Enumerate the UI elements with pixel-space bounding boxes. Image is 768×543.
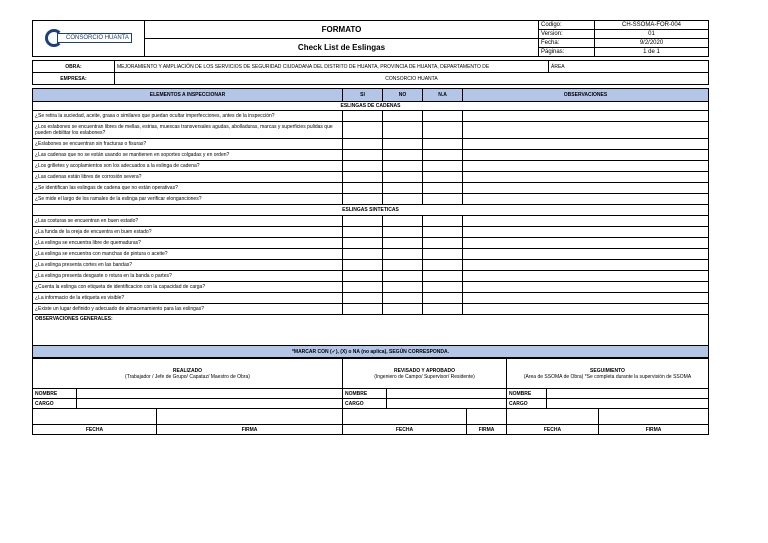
checklist-row	[33, 249, 709, 260]
question-text: ¿La eslinga se encuentra con manchas de pintura o aceite?	[33, 249, 343, 260]
checklist-table	[32, 88, 709, 358]
na-checkbox[interactable]	[423, 249, 463, 260]
no-checkbox[interactable]	[383, 161, 423, 172]
realizado-fecha-label: FECHA	[33, 425, 157, 435]
question-text: ¿Los grilletes y acoplamientos son los adecuados a la eslinga de cadena?	[33, 161, 343, 172]
no-checkbox[interactable]	[383, 227, 423, 238]
checklist-row	[33, 282, 709, 293]
question-text: ¿Se mide el largo de los ramales de la eslinga par verificar elonganciones?	[33, 194, 343, 205]
si-checkbox[interactable]	[343, 216, 383, 227]
header-table	[32, 20, 709, 57]
seguimiento-cargo-field[interactable]	[547, 399, 709, 409]
observation-field[interactable]	[463, 150, 709, 161]
question-text: ¿Los eslabones se encuentran libres de mellas, estrias, muescas transversales agudas, abolladuras, marcas y superficies pulidas que pueden debilitar los eslabones?	[33, 122, 343, 139]
na-checkbox[interactable]	[423, 172, 463, 183]
revisado-nombre-label: NOMBRE	[343, 389, 387, 399]
question-text: ¿La informacio de la etiqueta es visible?	[33, 293, 343, 304]
question-text: ¿Se retira la suciedad, aceite, grasa o similares que puedan ocultar imperfecciones, antes de la inspección?	[33, 111, 343, 122]
question-text: ¿Las cadenas están libres de corrosión severa?	[33, 172, 343, 183]
no-checkbox[interactable]	[383, 216, 423, 227]
question-text: ¿Las costuras se encuentran en buen estado?	[33, 216, 343, 227]
observation-field[interactable]	[463, 249, 709, 260]
no-checkbox[interactable]	[383, 183, 423, 194]
sinteticas-rows	[33, 216, 709, 315]
checklist-row	[33, 150, 709, 161]
si-checkbox[interactable]	[343, 139, 383, 150]
si-checkbox[interactable]	[343, 150, 383, 161]
observation-field[interactable]	[463, 216, 709, 227]
na-checkbox[interactable]	[423, 304, 463, 315]
area-field[interactable]: ÁREA	[549, 61, 709, 73]
format-label: FORMATO	[145, 21, 539, 39]
realizado-firma-field[interactable]	[157, 409, 343, 425]
checklist-row	[33, 238, 709, 249]
na-checkbox[interactable]	[423, 122, 463, 139]
seguimiento-fecha-label: FECHA	[507, 425, 599, 435]
checklist-row	[33, 161, 709, 172]
codigo-value: CH-SSOMA-FOR-004	[595, 21, 709, 30]
si-checkbox[interactable]	[343, 260, 383, 271]
col-na: N.A	[423, 89, 463, 102]
version-value: 01	[595, 30, 709, 39]
revisado-fecha-label: FECHA	[343, 425, 467, 435]
na-checkbox[interactable]	[423, 238, 463, 249]
checklist-row	[33, 111, 709, 122]
observation-field[interactable]	[463, 238, 709, 249]
si-checkbox[interactable]	[343, 111, 383, 122]
realizado-fecha-field[interactable]	[33, 409, 157, 425]
question-text: ¿Las cadenas que no se están usando se mantienen en soportes colgadas y en orden?	[33, 150, 343, 161]
checklist-row	[33, 216, 709, 227]
realizado-header: REALIZADO (Trabajador / Jefe de Grupo/ Capataz/ Maestro de Obra)	[33, 359, 343, 389]
checklist-sheet	[32, 20, 708, 435]
fecha-label: Fecha:	[539, 39, 595, 48]
observation-field[interactable]	[463, 282, 709, 293]
no-checkbox[interactable]	[383, 150, 423, 161]
observation-field[interactable]	[463, 161, 709, 172]
na-checkbox[interactable]	[423, 282, 463, 293]
observation-field[interactable]	[463, 260, 709, 271]
checklist-row	[33, 139, 709, 150]
si-checkbox[interactable]	[343, 271, 383, 282]
na-checkbox[interactable]	[423, 150, 463, 161]
seguimiento-nombre-field[interactable]	[547, 389, 709, 399]
checklist-row	[33, 271, 709, 282]
checklist-row	[33, 172, 709, 183]
obra-value[interactable]: MEJORAMIENTO Y AMPLIACIÓN DE LOS SERVICIOS DE SEGURIDAD CIUDADANA DEL DISTRITO DE HUANTA, PROVINCIA DE HUANTA, DEPARTAMENTO DE	[115, 61, 549, 73]
na-checkbox[interactable]	[423, 271, 463, 282]
si-checkbox[interactable]	[343, 161, 383, 172]
section-sinteticas: ESLINGAS SINTETICAS	[33, 205, 709, 216]
si-checkbox[interactable]	[343, 227, 383, 238]
si-checkbox[interactable]	[343, 238, 383, 249]
question-text: ¿Se identifican las eslingas de cadena que no están operativas?	[33, 183, 343, 194]
observation-field[interactable]	[463, 304, 709, 315]
no-checkbox[interactable]	[383, 282, 423, 293]
no-checkbox[interactable]	[383, 122, 423, 139]
no-checkbox[interactable]	[383, 260, 423, 271]
na-checkbox[interactable]	[423, 216, 463, 227]
question-text: ¿Cuenta la eslinga con etiqueta de identificacion con la capacidad de carga?	[33, 282, 343, 293]
cadenas-rows	[33, 111, 709, 205]
realizado-nombre-label: NOMBRE	[33, 389, 77, 399]
si-checkbox[interactable]	[343, 122, 383, 139]
seguimiento-nombre-label: NOMBRE	[507, 389, 547, 399]
question-text: ¿Eslabones se encuentran sin fracturas o fisuras?	[33, 139, 343, 150]
revisado-cargo-label: CARGO	[343, 399, 387, 409]
question-text: ¿Existe un lugar definido y adecuado de almacenamiento para las eslingas?	[33, 304, 343, 315]
question-text: ¿La funda de la oreja de encuentra en buen estado?	[33, 227, 343, 238]
realizado-cargo-field[interactable]	[77, 399, 343, 409]
no-checkbox[interactable]	[383, 249, 423, 260]
si-checkbox[interactable]	[343, 282, 383, 293]
revisado-header: REVISADO Y APROBADO (Ingeniero de Campo/ Supervisor/ Residente)	[343, 359, 507, 389]
observation-field[interactable]	[463, 183, 709, 194]
na-checkbox[interactable]	[423, 139, 463, 150]
observation-field[interactable]	[463, 172, 709, 183]
no-checkbox[interactable]	[383, 293, 423, 304]
checklist-row	[33, 260, 709, 271]
si-checkbox[interactable]	[343, 183, 383, 194]
observation-field[interactable]	[463, 227, 709, 238]
col-elements: ELEMENTOS A INSPECCIONAR	[33, 89, 343, 102]
si-checkbox[interactable]	[343, 304, 383, 315]
no-checkbox[interactable]	[383, 238, 423, 249]
no-checkbox[interactable]	[383, 139, 423, 150]
revisado-firma-field[interactable]	[467, 409, 507, 425]
realizado-firma-label: FIRMA	[157, 425, 343, 435]
checklist-row	[33, 194, 709, 205]
na-checkbox[interactable]	[423, 293, 463, 304]
no-checkbox[interactable]	[383, 172, 423, 183]
si-checkbox[interactable]	[343, 172, 383, 183]
revisado-cargo-field[interactable]	[387, 399, 507, 409]
seguimiento-cargo-label: CARGO	[507, 399, 547, 409]
revisado-nombre-field[interactable]	[387, 389, 507, 399]
codigo-label: Codigo:	[539, 21, 595, 30]
checklist-row	[33, 293, 709, 304]
seguimiento-header: SEGUIMIENTO (Area de SSOMA de Obra) *Se completa durante la supervisión de SSOMA	[507, 359, 709, 389]
observaciones-generales[interactable]: OBSERVACIONES GENERALES:	[33, 315, 709, 324]
question-text: ¿La eslinga se encuentra libre de quemaduras?	[33, 238, 343, 249]
na-checkbox[interactable]	[423, 183, 463, 194]
obra-label: OBRA:	[33, 61, 115, 73]
revisado-firma-label: FIRMA	[467, 425, 507, 435]
checklist-row	[33, 122, 709, 139]
observation-field[interactable]	[463, 122, 709, 139]
observation-field[interactable]	[463, 271, 709, 282]
checklist-row	[33, 304, 709, 315]
seguimiento-fecha-field[interactable]	[507, 409, 599, 425]
no-checkbox[interactable]	[383, 304, 423, 315]
signature-table	[32, 358, 709, 435]
no-checkbox[interactable]	[383, 111, 423, 122]
fecha-value: 9/2/2020	[595, 39, 709, 48]
col-observaciones: OBSERVACIONES	[463, 89, 709, 102]
empresa-value[interactable]: CONSORCIO HUANTA	[115, 73, 709, 85]
na-checkbox[interactable]	[423, 194, 463, 205]
na-checkbox[interactable]	[423, 111, 463, 122]
observation-field[interactable]	[463, 293, 709, 304]
observaciones-area[interactable]	[33, 324, 709, 346]
checklist-row	[33, 227, 709, 238]
no-checkbox[interactable]	[383, 194, 423, 205]
project-table	[32, 60, 709, 85]
paginas-value: 1 de 1	[595, 48, 709, 57]
seguimiento-firma-label: FIRMA	[599, 425, 709, 435]
revisado-fecha-field[interactable]	[343, 409, 467, 425]
question-text: ¿La eslinga presenta desgaste o rotura en la banda o partes?	[33, 271, 343, 282]
realizado-nombre-field[interactable]	[77, 389, 343, 399]
paginas-label: Páginas:	[539, 48, 595, 57]
checklist-row	[33, 183, 709, 194]
si-checkbox[interactable]	[343, 293, 383, 304]
col-si: SI	[343, 89, 383, 102]
question-text: ¿La eslinga presenta cortes en las bandas?	[33, 260, 343, 271]
seguimiento-firma-field[interactable]	[599, 409, 709, 425]
na-checkbox[interactable]	[423, 161, 463, 172]
section-cadenas: ESLINGAS DE CADENAS	[33, 102, 709, 111]
instruction-banner: *MARCAR CON (✓), (X) o NA (no aplica), SEGÚN CORRESPONDA.	[33, 346, 709, 358]
empresa-label: EMPRESA:	[33, 73, 115, 85]
realizado-cargo-label: CARGO	[33, 399, 77, 409]
si-checkbox[interactable]	[343, 249, 383, 260]
version-label: Version:	[539, 30, 595, 39]
observation-field[interactable]	[463, 111, 709, 122]
na-checkbox[interactable]	[423, 227, 463, 238]
observation-field[interactable]	[463, 139, 709, 150]
document-title: Check List de Eslingas	[145, 39, 539, 57]
no-checkbox[interactable]	[383, 271, 423, 282]
observation-field[interactable]	[463, 194, 709, 205]
col-no: NO	[383, 89, 423, 102]
si-checkbox[interactable]	[343, 194, 383, 205]
company-logo: CONSORCIO HUANTA	[33, 21, 145, 57]
na-checkbox[interactable]	[423, 260, 463, 271]
